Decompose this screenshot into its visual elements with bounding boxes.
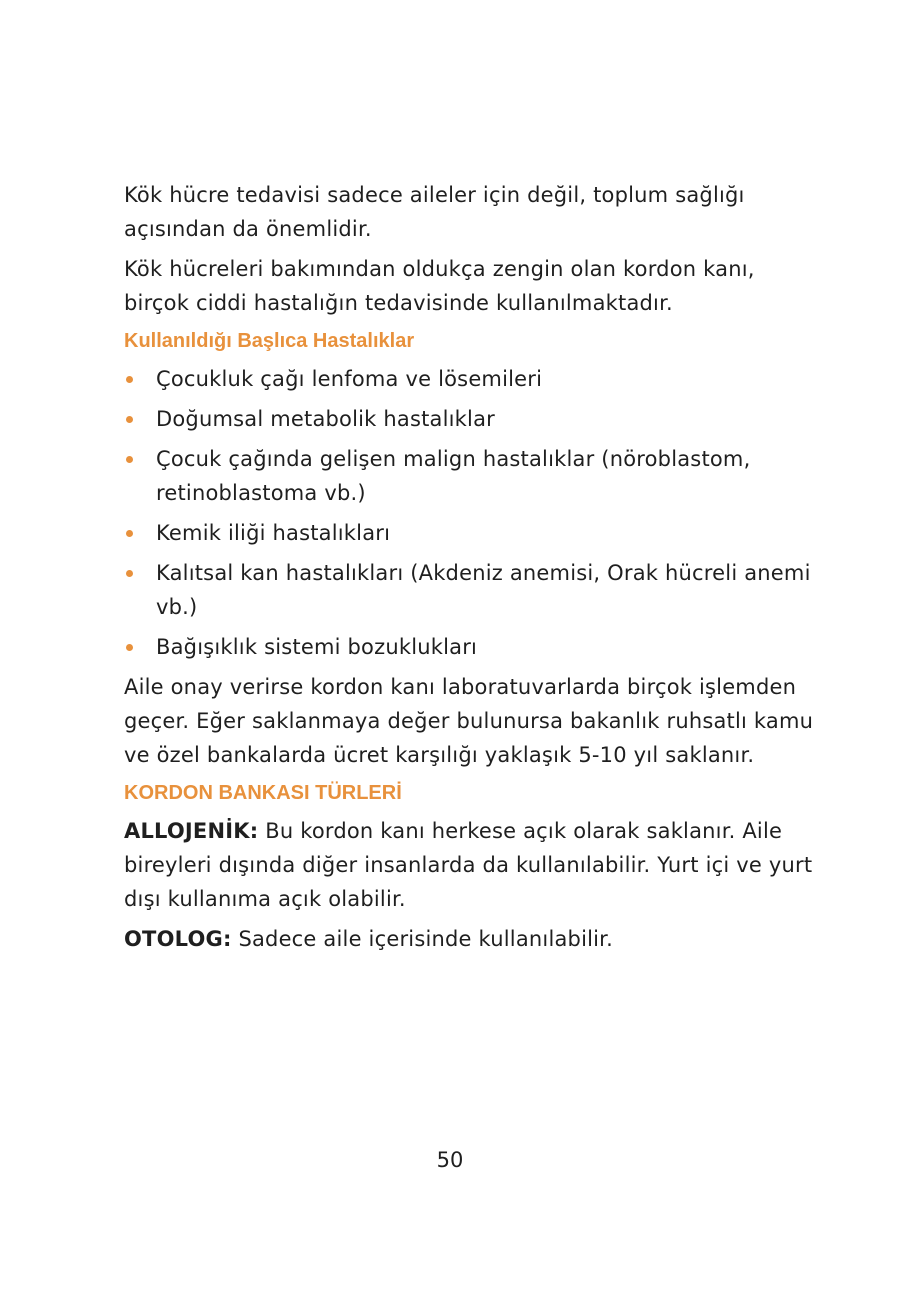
list-item-text: Çocuk çağında gelişen malign hastalıklar (nöroblastom, retinoblastoma vb.) <box>156 447 751 505</box>
diseases-list <box>124 362 824 664</box>
page-content <box>124 178 824 962</box>
bullet-dot-icon <box>126 416 133 423</box>
autologous-term: OTOLOG: <box>124 927 232 951</box>
list-item <box>124 362 824 396</box>
bullet-dot-icon <box>126 530 133 537</box>
autologous-text: Sadece aile içerisinde kullanılabilir. <box>231 927 613 951</box>
page-number: 50 <box>436 1148 464 1172</box>
list-item <box>124 516 824 550</box>
bank-types-heading: KORDON BANKASI TÜRLERİ <box>124 782 402 804</box>
list-item-text: Doğumsal metabolik hastalıklar <box>156 407 495 431</box>
storage-paragraph: Aile onay verirse kordon kanı laboratuvarlarda birçok işlemden geçer. Eğer saklanmaya değer bulunursa bakanlık ruhsatlı kamu ve özel bankalarda ücret karşılığı yaklaşık 5-10 yıl saklanır. <box>124 675 814 767</box>
list-item-text: Kalıtsal kan hastalıkları (Akdeniz anemisi, Orak hücreli anemi vb.) <box>156 561 811 619</box>
list-item <box>124 556 824 624</box>
autologous-paragraph <box>124 922 824 956</box>
diseases-heading: Kullanıldığı Başlıca Hastalıklar <box>124 330 415 352</box>
list-item <box>124 402 824 436</box>
allogenic-term: ALLOJENİK: <box>124 819 259 843</box>
bullet-dot-icon <box>126 570 133 577</box>
bullet-dot-icon <box>126 376 133 383</box>
allogenic-text: Bu kordon kanı herkese açık olarak saklanır. Aile bireyleri dışında diğer insanlarda da kullanılabilir. Yurt içi ve yurt dışı kullanıma açık olabilir. <box>124 819 813 911</box>
bullet-dot-icon <box>126 456 133 463</box>
list-item-text: Kemik iliği hastalıkları <box>156 521 391 545</box>
list-item-text: Bağışıklık sistemi bozuklukları <box>156 635 478 659</box>
bullet-dot-icon <box>126 644 133 651</box>
intro-paragraph-2: Kök hücreleri bakımından oldukça zengin olan kordon kanı, birçok ciddi hastalığın tedavisinde kullanılmaktadır. <box>124 257 755 315</box>
list-item <box>124 630 824 664</box>
list-item-text: Çocukluk çağı lenfoma ve lösemileri <box>156 367 543 391</box>
allogenic-paragraph <box>124 814 824 916</box>
list-item <box>124 442 824 510</box>
intro-paragraph-1: Kök hücre tedavisi sadece aileler için değil, toplum sağlığı açısından da önemlidir. <box>124 183 745 241</box>
